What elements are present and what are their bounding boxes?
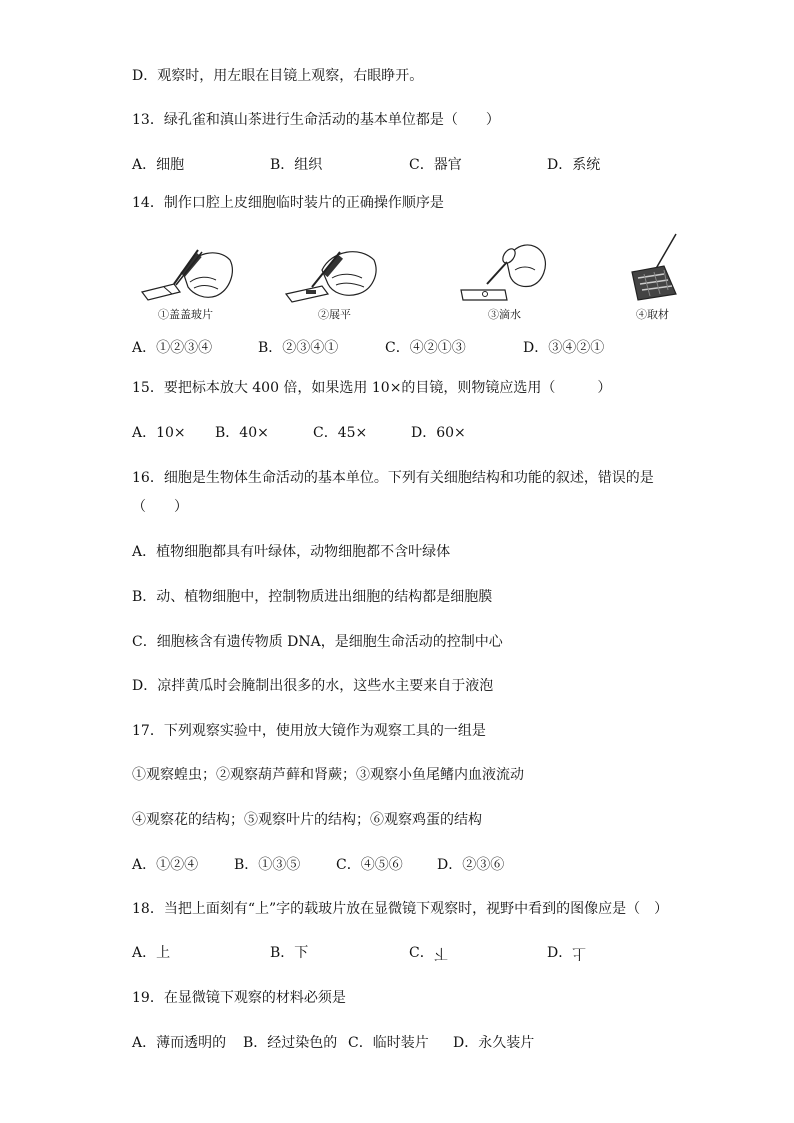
- q14-option-b[interactable]: B．②③④①: [258, 340, 339, 356]
- q15-option-d[interactable]: D．60×: [411, 425, 466, 441]
- q17-option-c[interactable]: C．④⑤⑥: [336, 857, 403, 873]
- q15-option-b[interactable]: B．40×: [215, 425, 269, 441]
- q18-option-a[interactable]: [132, 943, 170, 963]
- q19-stem: 19．在显微镜下观察的材料必须是: [132, 990, 346, 1006]
- q14-caption-2: ②展平: [318, 308, 351, 321]
- q18-option-c-char: 下: [433, 945, 448, 961]
- q16-option-b[interactable]: B．动、植物细胞中，控制物质进出细胞的结构都是细胞膜: [132, 589, 493, 605]
- q17-stem: 17．下列观察实验中，使用放大镜作为观察工具的一组是: [132, 723, 486, 739]
- q18-option-b-label: B．: [270, 945, 295, 961]
- q14-caption-1: ①盖盖玻片: [158, 308, 213, 321]
- q15-option-a[interactable]: A．10×: [132, 425, 186, 441]
- q18-option-c-label: C．: [409, 945, 434, 961]
- q17-option-a[interactable]: A．①②④: [132, 857, 199, 873]
- hand-dropper-illustration: [455, 232, 555, 307]
- q16-option-d[interactable]: D．凉拌黄瓜时会腌制出很多的水，这些水主要来自于液泡: [132, 678, 494, 694]
- q13-option-b[interactable]: B．组织: [270, 157, 323, 173]
- q13-option-a[interactable]: A．细胞: [132, 157, 185, 173]
- q18-option-c[interactable]: [409, 943, 448, 963]
- q14-option-c[interactable]: C．④②①③: [385, 340, 466, 356]
- q18-option-a-char: 上: [156, 945, 171, 961]
- q18-option-d-label: D．: [547, 945, 573, 961]
- q18-option-d[interactable]: [547, 943, 586, 963]
- q17-option-b[interactable]: B．①③⑤: [234, 857, 301, 873]
- q14-option-a[interactable]: A．①②③④: [132, 340, 213, 356]
- q18-stem: 18．当把上面刻有“上”字的载玻片放在显微镜下观察时，视野中看到的图像应是（ ）: [132, 901, 669, 917]
- q14-caption-3: ③滴水: [488, 308, 521, 321]
- q17-option-d[interactable]: D．②③⑥: [437, 857, 505, 873]
- q19-option-b[interactable]: B．经过染色的: [243, 1035, 338, 1051]
- q13-stem: 13．绿孔雀和滇山茶进行生命活动的基本单位都是（ ）: [132, 112, 500, 128]
- hand-forceps-illustration: [138, 232, 238, 307]
- q17-items-2: ④观察花的结构；⑤观察叶片的结构；⑥观察鸡蛋的结构: [132, 812, 482, 828]
- q16-option-a[interactable]: A．植物细胞都具有叶绿体，动物细胞都不含叶绿体: [132, 544, 451, 560]
- q13-option-c[interactable]: C．器官: [409, 157, 462, 173]
- q13-option-d[interactable]: D．系统: [547, 157, 601, 173]
- q12-option-d: D．观察时，用左眼在目镜上观察，右眼睁开。: [132, 68, 424, 84]
- q18-option-b-char: 下: [294, 945, 309, 961]
- q18-option-b[interactable]: [270, 943, 308, 963]
- q16-stem-bracket: （ ）: [132, 499, 188, 515]
- q15-stem: 15．要把标本放大 400 倍，如果选用 10×的目镜，则物镜应选用（ ）: [132, 380, 612, 396]
- q15-option-c[interactable]: C．45×: [313, 425, 368, 441]
- hand-needle-illustration: [282, 232, 382, 307]
- q16-option-c[interactable]: C．细胞核含有遗传物质 DNA，是细胞生命活动的控制中心: [132, 634, 503, 650]
- q19-option-d[interactable]: D．永久装片: [453, 1035, 535, 1051]
- q19-option-a[interactable]: A．薄而透明的: [132, 1035, 227, 1051]
- q19-option-c[interactable]: C．临时装片: [348, 1035, 429, 1051]
- q14-caption-4: ④取材: [636, 308, 669, 321]
- q16-stem: 16．细胞是生物体生命活动的基本单位。下列有关细胞结构和功能的叙述，错误的是: [132, 470, 654, 486]
- q14-stem: 14．制作口腔上皮细胞临时装片的正确操作顺序是: [132, 195, 444, 211]
- q18-option-a-label: A．: [132, 945, 157, 961]
- q14-option-d[interactable]: D．③④②①: [523, 340, 605, 356]
- swab-illustration: [624, 232, 684, 307]
- q18-option-d-char: 上: [572, 945, 587, 961]
- q17-items-1: ①观察蝗虫；②观察葫芦藓和肾蕨；③观察小鱼尾鳍内血液流动: [132, 767, 524, 783]
